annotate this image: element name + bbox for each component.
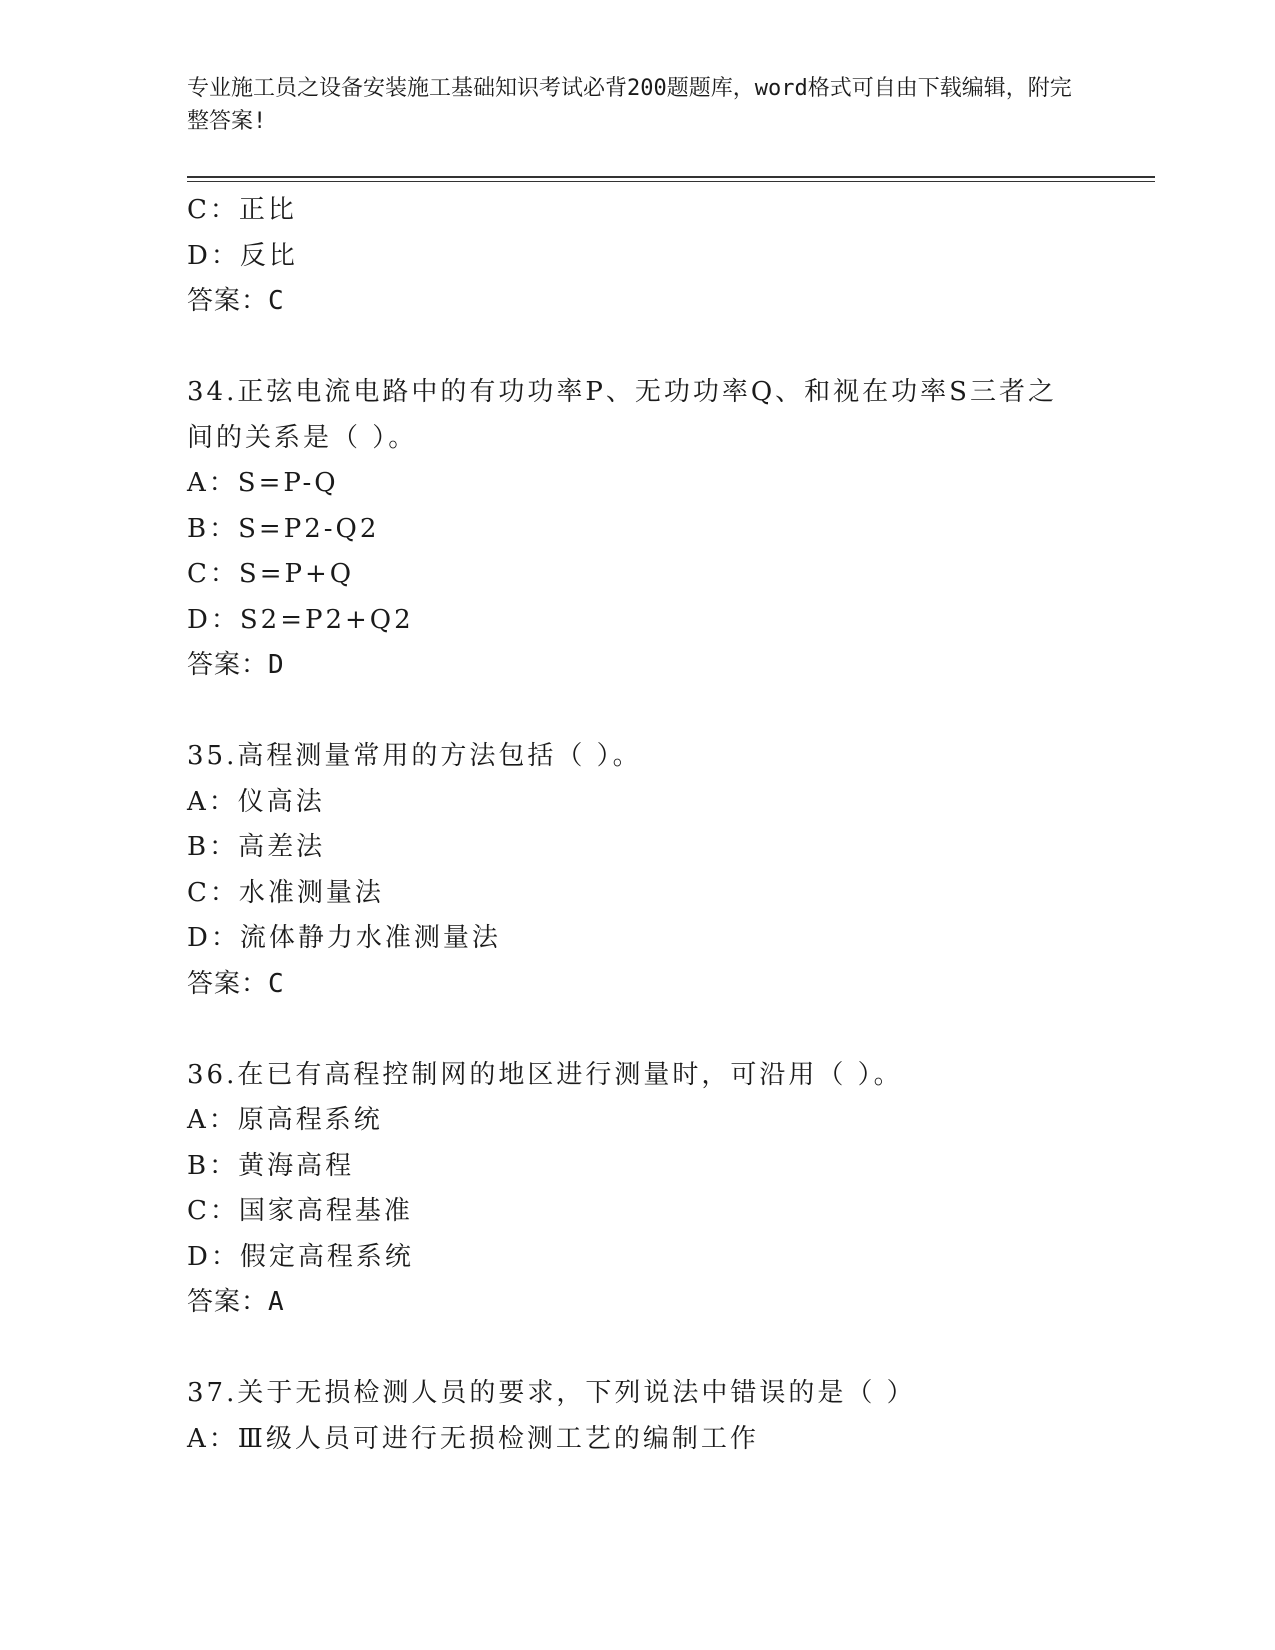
option-d: D：假定高程系统: [187, 1241, 414, 1272]
option-c: C：S=P+Q: [187, 559, 355, 589]
option-a: A：原高程系统: [187, 1105, 383, 1135]
option-a: A：仪高法: [187, 786, 325, 817]
answer-line: 答案：D: [187, 650, 285, 680]
option-a: A：Ⅲ级人员可进行无损检测工艺的编制工作: [187, 1423, 759, 1454]
option-c: C：正比: [187, 195, 297, 225]
document-header-title: 专业施工员之设备安装施工基础知识考试必背200题题库，word格式可自由下载编辑，附完整答案!: [187, 76, 1072, 134]
spacer: [187, 1326, 1087, 1372]
answer-line: 答案：C: [187, 968, 285, 999]
option-d: D：反比: [187, 240, 298, 271]
header-divider: [187, 176, 1155, 182]
question-35: [187, 734, 1087, 1007]
option-d: D：S2=P2+Q2: [187, 604, 414, 635]
option-b: B：高差法: [187, 832, 326, 862]
question-text: 37.关于无损检测人员的要求，下列说法中错误的是（ ）: [187, 1378, 916, 1408]
option-c: C：国家高程基准: [187, 1196, 413, 1226]
option-b: B：黄海高程: [187, 1150, 355, 1181]
spacer: [187, 689, 1087, 735]
option-a: A：S=P-Q: [187, 468, 339, 498]
question-37: [187, 1371, 1087, 1462]
answer-line: 答案：C: [187, 286, 285, 316]
spacer: [187, 325, 1087, 371]
answer-line: 答案：A: [187, 1287, 285, 1317]
question-36: [187, 1053, 1087, 1326]
question-text: 36.在已有高程控制网的地区进行测量时，可沿用（ ）。: [187, 1059, 903, 1090]
question-text: 34.正弦电流电路中的有功功率P、无功功率Q、和视在功率S三者之间的关系是（ ）。: [187, 377, 1057, 453]
option-b: B：S=P2-Q2: [187, 513, 380, 544]
spacer: [187, 1007, 1087, 1053]
question-text: 35.高程测量常用的方法包括（ ）。: [187, 741, 642, 771]
option-c: C：水准测量法: [187, 877, 384, 908]
document-body: [187, 188, 1087, 1462]
question-34: [187, 370, 1087, 689]
option-d: D：流体静力水准测量法: [187, 923, 501, 953]
question-fragment-33: [187, 188, 1087, 325]
